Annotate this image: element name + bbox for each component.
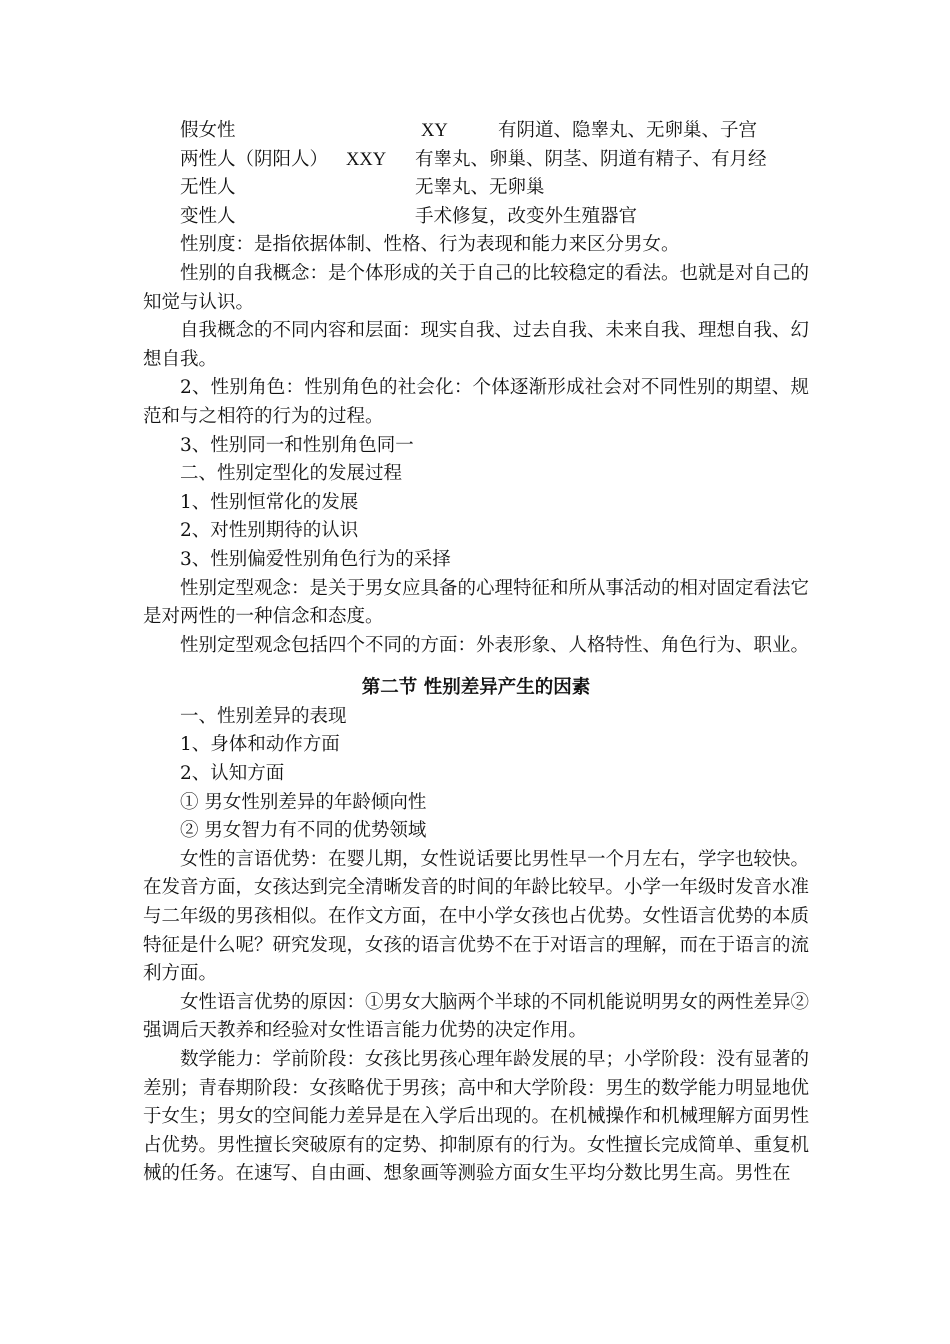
karyotype-cell: XXY — [346, 149, 387, 170]
document-body — [143, 117, 809, 1189]
desc-cell: 有睾丸、卵巢、阴茎、阴道有精子、有月经 — [415, 148, 767, 170]
section-heading: 第二节 性别差异产生的因素 — [361, 677, 591, 699]
table-row — [143, 146, 809, 175]
table-row — [143, 203, 809, 232]
paragraph: 2、性别角色：性别角色的社会化：个体逐渐形成社会对不同性别的期望、规范和与之相符的行为的过程。 — [143, 377, 809, 427]
desc-cell: 无睾丸、无卵巢 — [415, 177, 545, 199]
paragraph: 2、认知方面 — [180, 763, 285, 785]
paragraph: ② 男女智力有不同的优势领域 — [180, 820, 427, 842]
paragraph: 1、身体和动作方面 — [180, 734, 340, 756]
paragraph: 数学能力：学前阶段：女孩比男孩心理年龄发展的早；小学阶段：没有显著的差别；青春期阶段：女孩略优于男孩；高中和大学阶段：男生的数学能力明显地优于女生；男女的空间能力差异是在入学后出现的。在机械操作和机械理解方面男性占优势。男性擅长突破原有的定势、抑制原有的行为。女性擅长完成简单、重复机械的任务。在速写、自由画、想象画等测验方面女生平均分数比男生高。男性在 — [143, 1049, 810, 1185]
table-row — [143, 117, 809, 146]
paragraph: 3、性别偏爱性别角色行为的采择 — [180, 548, 451, 570]
paragraph: 女性语言优势的原因：①男女大脑两个半球的不同机能说明男女的两性差异②强调后天教养和经验对女性语言能力优势的决定作用。 — [143, 991, 810, 1042]
term-cell: 假女性 — [180, 120, 236, 141]
paragraph: 性别定型观念包括四个不同的方面：外表形象、人格特性、角色行为、职业。 — [180, 634, 810, 656]
paragraph: 性别定型观念：是关于男女应具备的心理特征和所从事活动的相对固定看法它是对两性的一种信念和态度。 — [143, 577, 810, 628]
desc-cell: 有阴道、隐睾丸、无卵巢、子宫 — [498, 120, 758, 141]
paragraph: 1、性别恒常化的发展 — [180, 491, 359, 513]
paragraph: 3、性别同一和性别角色同一 — [180, 434, 414, 456]
paragraph: 女性的言语优势：在婴儿期，女性说话要比男性早一个月左右，学字也较快。在发音方面，女孩达到完全清晰发音的时间的年龄比较早。小学一年级时发音水准与二年级的男孩相似。在作文方面，在中小学女孩也占优势。女性语言优势的本质特征是什么呢？研究发现，女孩的语言优势不在于对语言的理解，而在于语言的流利方面。 — [143, 848, 810, 985]
paragraph: 自我概念的不同内容和层面：现实自我、过去自我、未来自我、理想自我、幻想自我。 — [143, 320, 810, 370]
paragraph: 性别的自我概念：是个体形成的关于自己的比较稳定的看法。也就是对自己的知觉与认识。 — [143, 262, 810, 313]
term-cell: 两性人（阴阳人） — [180, 148, 329, 170]
paragraph: 2、对性别期待的认识 — [180, 520, 359, 542]
karyotype-cell: XY — [421, 121, 448, 141]
desc-cell: 手术修复，改变外生殖器官 — [415, 205, 638, 227]
paragraph: 性别度：是指依据体制、性格、行为表现和能力来区分男女。 — [180, 234, 680, 256]
table-row — [143, 174, 809, 203]
paragraph: 二、性别定型化的发展过程 — [180, 463, 403, 485]
term-cell: 变性人 — [180, 205, 236, 227]
paragraph: ① 男女性别差异的年龄倾向性 — [180, 791, 427, 813]
term-cell: 无性人 — [180, 177, 236, 199]
paragraph: 一、性别差异的表现 — [180, 705, 347, 727]
